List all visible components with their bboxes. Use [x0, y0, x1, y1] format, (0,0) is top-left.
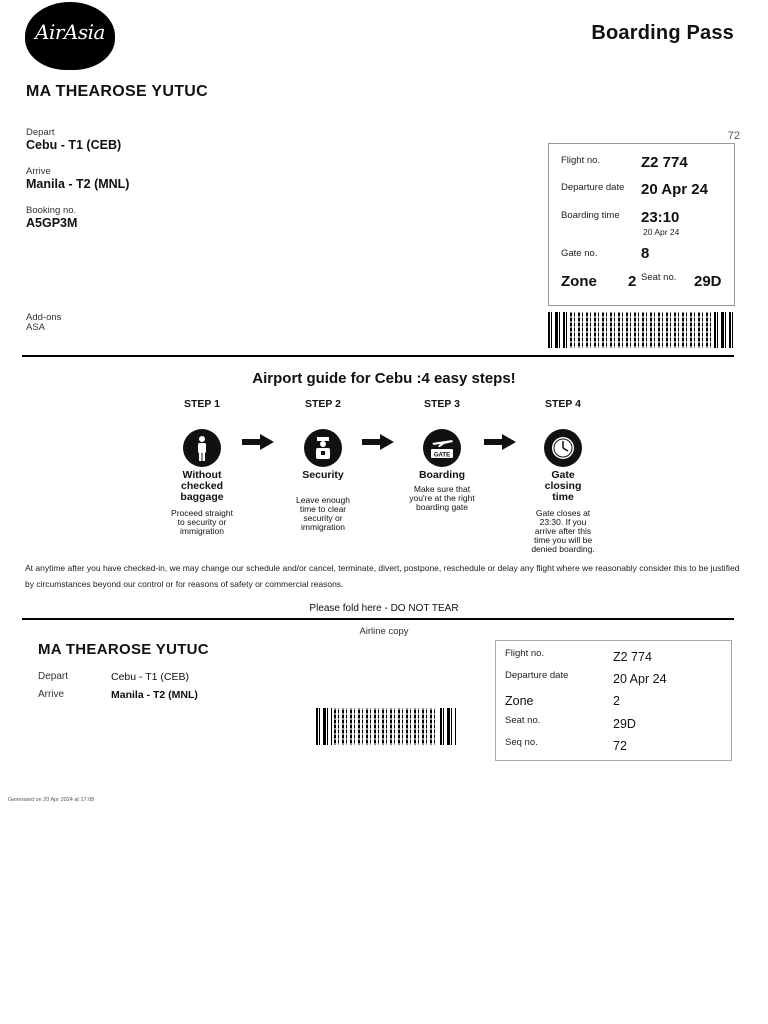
step-2: [268, 398, 378, 532]
svg-text:GATE: GATE: [433, 452, 451, 459]
airline-copy-label: Airline copy: [359, 626, 409, 637]
seat-label: Seat no.: [641, 272, 677, 283]
step-1-desc: Proceed straight to security or immigration: [171, 508, 233, 536]
zone-label: Zone: [561, 273, 597, 290]
passenger-name: MA THEAROSE YUTUC: [26, 83, 208, 100]
boarding-time-label: Boarding time: [561, 210, 620, 221]
flight-value: Z2 774: [641, 154, 688, 171]
step-1-label: STEP 1: [184, 398, 220, 410]
step-3-desc: Make sure that you're at the right boarding gate: [409, 484, 475, 512]
page-title: Boarding Pass: [591, 22, 734, 44]
gate-plane-icon: [423, 429, 461, 467]
seat-value: 29D: [694, 273, 722, 290]
step-3-label: STEP 3: [424, 398, 460, 410]
step-4: [508, 398, 618, 554]
step-2-name: Security: [302, 469, 344, 481]
stub-arrive-label: Arrive: [38, 689, 65, 700]
addons-label: Add-ons: [26, 312, 62, 323]
fold-line: [22, 618, 734, 620]
stub-depart-label: Depart: [38, 671, 69, 682]
fold-instruction: Please fold here - DO NOT TEAR: [309, 603, 459, 614]
stub-flight-label: Flight no.: [505, 648, 545, 659]
arrive-value: Manila - T2 (MNL): [26, 177, 130, 191]
step-4-label: STEP 4: [545, 398, 581, 410]
step-3: [387, 398, 497, 512]
departure-date-value: 20 Apr 24: [641, 181, 708, 198]
person-icon: [183, 429, 221, 467]
disclaimer-text: At anytime after you have checked-in, we may change our schedule and/or cancel, terminate, divert, postpone, reschedule or delay any flight where we reasonably consider this to be justified by circumstances beyond our control or for reasons of safety or commercial reasons.: [25, 563, 740, 589]
security-officer-icon: [304, 429, 342, 467]
step-2-desc: Leave enough time to clear security or immigration: [296, 495, 350, 532]
stub-seq-value: 72: [613, 739, 627, 753]
stub-flight-value: Z2 774: [613, 650, 652, 664]
gate-value: 8: [641, 245, 650, 262]
stub-departure-date-label: Departure date: [505, 670, 569, 681]
stub-departure-date-value: 20 Apr 24: [613, 672, 667, 686]
boarding-date: 20 Apr 24: [643, 227, 680, 237]
barcode-stub: [316, 708, 456, 745]
barcode-top: [548, 312, 734, 348]
step-3-name: Boarding: [418, 469, 466, 481]
step-4-name: Gate closing time: [544, 469, 582, 503]
generated-timestamp: Generated on 20 Apr 2024 at 17:08: [8, 797, 95, 803]
stub-seat-value: 29D: [613, 717, 636, 731]
stub-depart-value: Cebu - T1 (CEB): [111, 671, 189, 683]
stub-passenger-name: MA THEAROSE YUTUC: [38, 641, 209, 658]
guide-title: Airport guide for Cebu :4 easy steps!: [252, 370, 516, 387]
divider-top: [22, 355, 734, 357]
stub-seat-label: Seat no.: [505, 715, 541, 726]
zone-value: 2: [628, 273, 637, 290]
step-2-label: STEP 2: [305, 398, 341, 410]
stub-zone-label: Zone: [505, 694, 534, 708]
booking-value: A5GP3M: [26, 216, 78, 230]
clock-icon: [544, 429, 582, 467]
flight-label: Flight no.: [561, 155, 601, 166]
gate-label: Gate no.: [561, 248, 598, 259]
flight-info-box: [548, 143, 735, 306]
airasia-logo: [25, 2, 115, 70]
step-4-desc: Gate closes at 23:30. If you arrive after this time you will be denied boarding.: [531, 508, 595, 554]
stub-zone-value: 2: [613, 694, 620, 708]
step-1-name: Without checked baggage: [180, 469, 224, 503]
stub-flight-info-box: [495, 640, 732, 761]
addons-value: ASA: [26, 322, 46, 333]
stub-arrive-value: Manila - T2 (MNL): [111, 689, 198, 701]
stub-seq-label: Seq no.: [505, 737, 538, 748]
boarding-time-value: 23:10: [641, 209, 680, 226]
arrive-label: Arrive: [26, 166, 51, 177]
depart-value: Cebu - T1 (CEB): [26, 138, 122, 152]
sequence-number: 72: [727, 130, 740, 142]
step-1: [147, 398, 257, 536]
booking-label: Booking no.: [26, 205, 77, 216]
depart-label: Depart: [26, 127, 55, 138]
logo-text: AirAsia: [35, 20, 105, 44]
departure-date-label: Departure date: [561, 182, 625, 193]
